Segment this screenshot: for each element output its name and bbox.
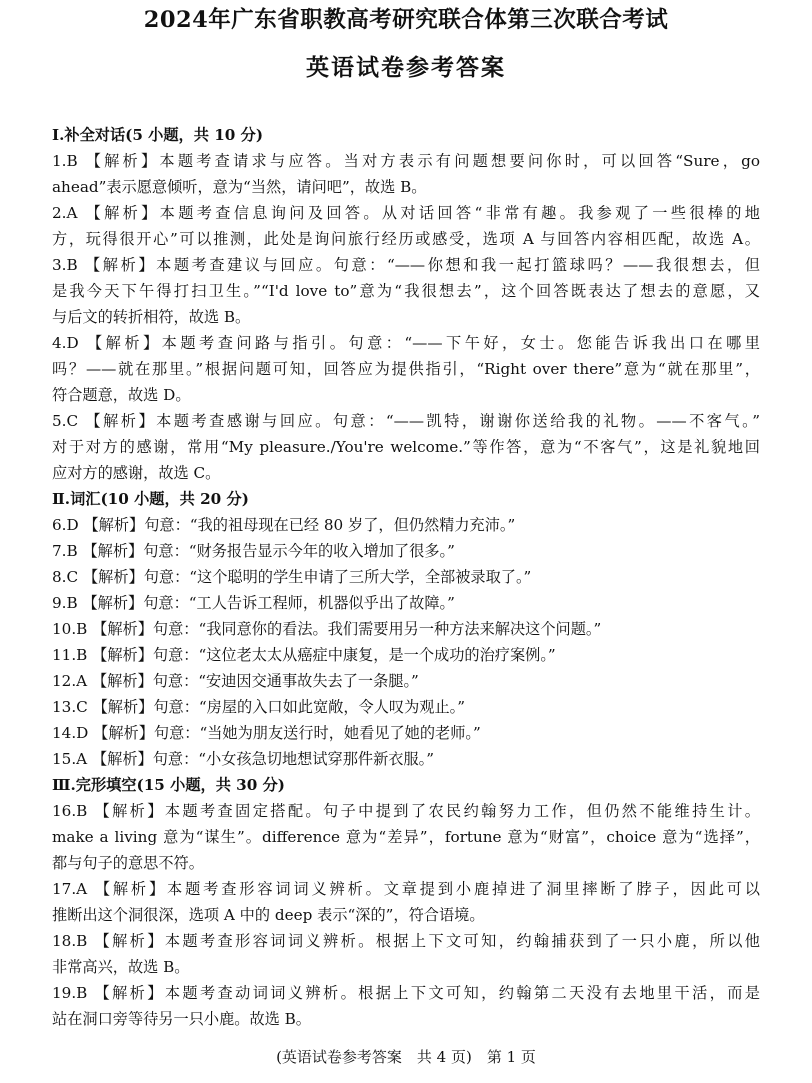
- text-line: 13.C 【解析】句意：“房屋的入口如此宽敞，令人叹为观止。”: [52, 698, 466, 716]
- text-line: 15.A 【解析】句意：“小女孩急切地想试穿那件新衣服。”: [52, 750, 435, 768]
- text-line: 4.D 【解析】本题考查问路与指引。句意：“——下午好，女士。您能告诉我出口在哪里: [52, 334, 760, 352]
- text-line: 站在洞口旁等待另一只小鹿。故选 B。: [52, 1010, 311, 1028]
- text-line: 8.C 【解析】句意：“这个聪明的学生申请了三所大学，全部被录取了。”: [52, 568, 532, 586]
- answer-content: [52, 122, 760, 1032]
- text-line: make a living 意为“谋生”。difference 意为“差异”，fortune 意为“财富”，choice 意为“选择”，: [52, 828, 760, 846]
- text-line: 19.B 【解析】本题考查动词词义辨析。根据上下文可知，约翰第二天没有去地里干活，而是: [52, 984, 760, 1002]
- text-line: 符合题意，故选 D。: [52, 386, 191, 404]
- text-line: 是我今天下午得打扫卫生。”“I'd love to”意为“我很想去”，这个回答既表达了想去的意愿，又: [52, 282, 760, 300]
- text-line: 与后文的转折相符，故选 B。: [52, 308, 251, 326]
- text-line: 11.B 【解析】句意：“这位老太太从癌症中康复，是一个成功的治疗案例。”: [52, 646, 556, 664]
- text-line: 吗？——就在那里。”根据问题可知，回答应为提供指引，“Right over there”意为“就在那里”，: [52, 360, 760, 378]
- text-line: 方，玩得很开心”可以推测，此处是询问旅行经历或感受，选项 A 与回答内容相匹配，故选 A。: [52, 230, 760, 248]
- text-line: 5.C 【解析】本题考查感谢与回应。句意：“——凯特，谢谢你送给我的礼物。——不客气。”: [52, 412, 760, 430]
- document-subtitle: 英语试卷参考答案: [306, 54, 506, 81]
- text-line: 14.D 【解析】句意：“当她为朋友送行时，她看见了她的老师。”: [52, 724, 481, 742]
- text-line: 推断出这个洞很深，选项 A 中的 deep 表示“深的”，符合语境。: [52, 906, 485, 924]
- text-line: 7.B 【解析】句意：“财务报告显示今年的收入增加了很多。”: [52, 542, 455, 560]
- text-line: 9.B 【解析】句意：“工人告诉工程师，机器似乎出了故障。”: [52, 594, 455, 612]
- text-line: 18.B 【解析】本题考查形容词词义辨析。根据上下文可知，约翰捕获到了一只小鹿，所以他: [52, 932, 760, 950]
- text-line: 12.A 【解析】句意：“安迪因交通事故失去了一条腿。”: [52, 672, 419, 690]
- text-line: 10.B 【解析】句意：“我同意你的看法。我们需要用另一种方法来解决这个问题。”: [52, 620, 602, 638]
- text-line: 6.D 【解析】句意：“我的祖母现在已经 80 岁了，但仍然精力充沛。”: [52, 516, 516, 534]
- text-line: 16.B 【解析】本题考查固定搭配。句子中提到了农民约翰努力工作，但仍然不能维持生计。: [52, 802, 760, 820]
- text-line: 应对方的感谢，故选 C。: [52, 464, 221, 482]
- document-title: 2024年广东省职教高考研究联合体第三次联合考试: [143, 7, 669, 33]
- text-line: 2.A 【解析】本题考查信息询问及回答。从对话回答“非常有趣。我参观了一些很棒的地: [52, 204, 760, 222]
- text-line: ahead”表示愿意倾听，意为“当然，请问吧”，故选 B。: [52, 178, 427, 196]
- text-line: Ⅱ.词汇(10 小题，共 20 分): [52, 490, 249, 508]
- text-line: Ⅲ.完形填空(15 小题，共 30 分): [52, 776, 285, 794]
- page-footer: (英语试卷参考答案 共 4 页) 第 1 页: [276, 1048, 536, 1066]
- text-line: 都与句子的意思不符。: [52, 854, 204, 872]
- text-line: 17.A 【解析】本题考查形容词词义辨析。文章提到小鹿掉进了洞里摔断了脖子，因此可以: [52, 880, 760, 898]
- text-line: 3.B 【解析】本题考查建议与回应。句意：“——你想和我一起打篮球吗？——我很想去，但: [52, 256, 760, 274]
- text-line: 1.B 【解析】本题考查请求与应答。当对方表示有问题想要问你时，可以回答“Sure，go: [52, 152, 760, 170]
- text-line: 非常高兴，故选 B。: [52, 958, 190, 976]
- text-line: Ⅰ.补全对话(5 小题，共 10 分): [52, 126, 264, 144]
- text-line: 对于对方的感谢，常用“My pleasure./You're welcome.”等作答，意为“不客气”，这是礼貌地回: [52, 438, 760, 456]
